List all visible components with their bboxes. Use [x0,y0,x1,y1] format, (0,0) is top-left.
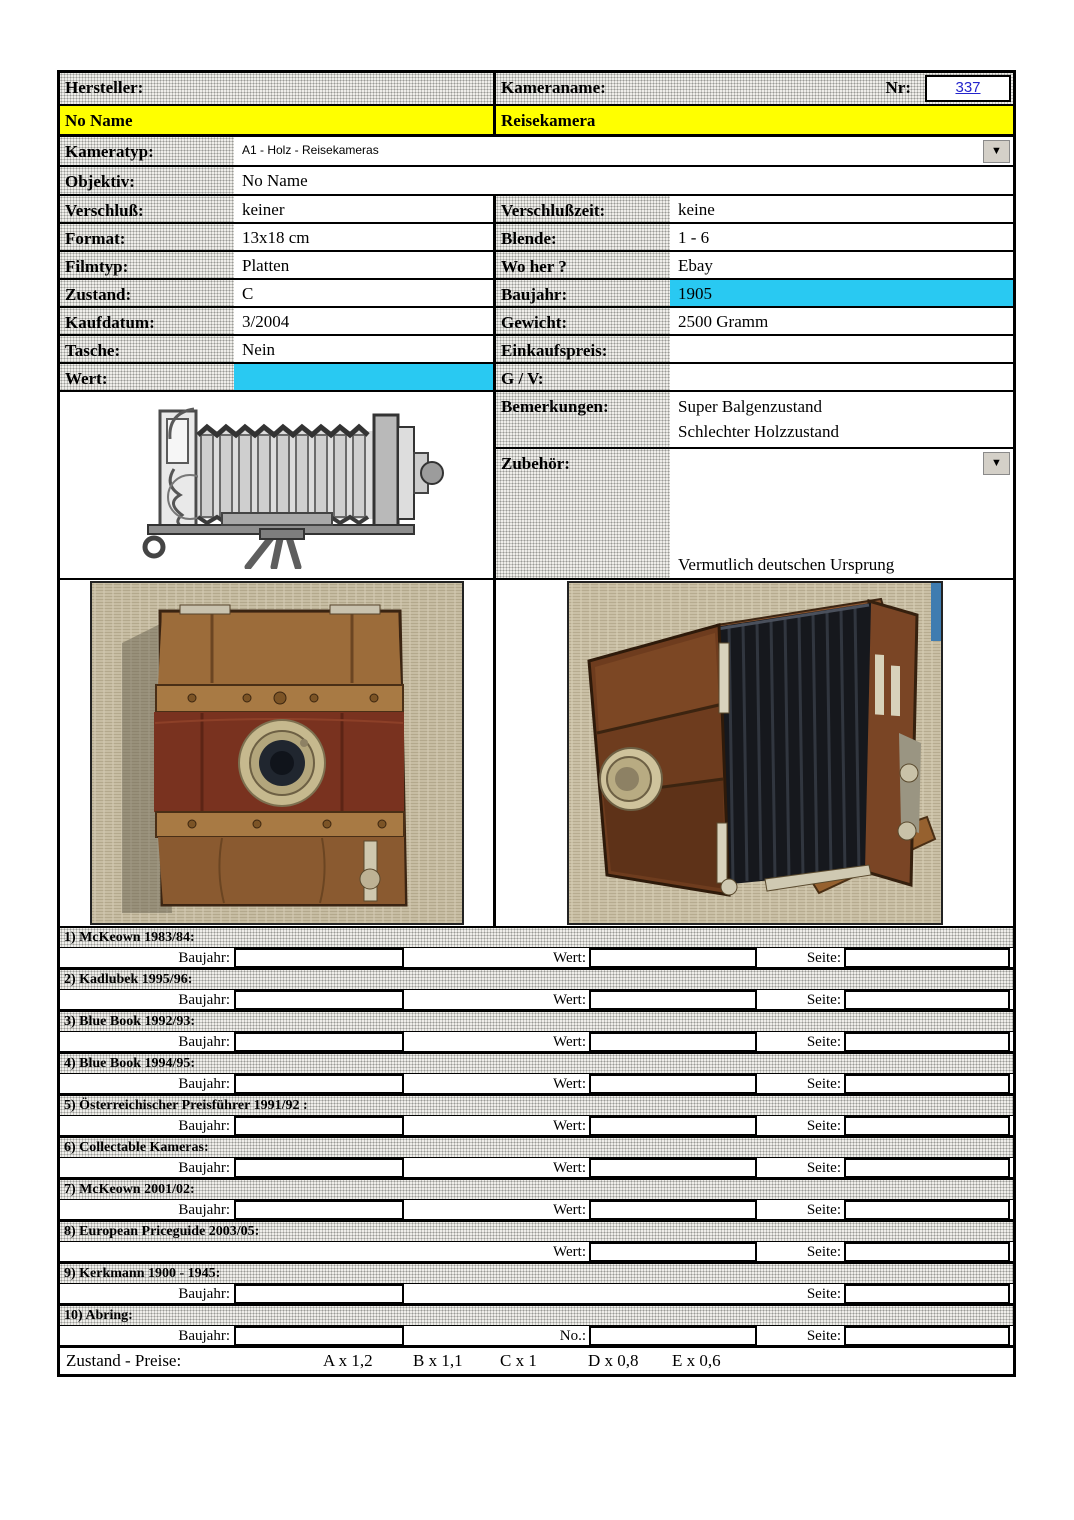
camera-side-photo [567,581,943,925]
guide-baujahr-label: Baujahr: [178,1202,230,1218]
verschluss-label: Verschluß: [65,201,144,220]
guide-entry-6 [60,1138,1013,1180]
zubehoer-label: Zubehör: [501,454,570,473]
bemerkungen-value[interactable] [670,392,1013,447]
guide-baujahr-input[interactable] [234,1032,404,1052]
guide-wert-label: Wert: [553,992,586,1008]
kameratyp-row [60,137,1013,167]
guide-entry-4 [60,1054,1013,1096]
gv-label: G / V: [501,369,544,388]
chevron-down-icon: ▼ [991,145,1002,157]
guide-wert-label: Wert: [553,1160,586,1176]
filmtyp-row [60,252,1013,280]
guide-baujahr-label: Baujahr: [178,1328,230,1344]
verschlusszeit-value[interactable]: keine [670,196,1013,222]
guide-seite-label: Seite: [806,1076,841,1092]
guide-baujahr-input[interactable] [234,1074,404,1094]
guide-entry-3 [60,1012,1013,1054]
tasche-label: Tasche: [65,341,121,360]
kameratyp-dropdown-button[interactable] [983,140,1010,163]
guide-title: 7) McKeown 2001/02: [60,1180,1013,1200]
zubehoer-value[interactable] [670,449,1013,578]
wert-value[interactable] [234,364,493,390]
guide-baujahr-input[interactable] [234,1284,404,1304]
camera-front-photo [90,581,464,925]
guide-seite-input[interactable] [844,1200,1010,1220]
guide-entry-7 [60,1180,1013,1222]
guide-seite-label: Seite: [806,1244,841,1260]
zustand-preise-label: Zustand - Preise: [66,1351,182,1370]
bemerkungen-line2: Schlechter Holzzustand [678,422,839,441]
gv-value[interactable] [670,364,1013,390]
kameratyp-dropdown[interactable]: A1 - Holz - Reisekameras [234,137,1013,165]
guide-baujahr-input[interactable] [234,990,404,1010]
guide-title: 1) McKeown 1983/84: [60,928,1013,948]
verschluss-value[interactable]: keiner [234,196,493,222]
remarks-row [60,392,1013,580]
guide-baujahr-label: Baujahr: [178,1076,230,1092]
guide-wert-label: Wert: [553,1244,586,1260]
guide-seite-input[interactable] [844,1242,1010,1262]
woher-value[interactable]: Ebay [670,252,1013,278]
guide-seite-input[interactable] [844,1074,1010,1094]
einkaufspreis-label: Einkaufspreis: [501,341,608,360]
camera-record-form [57,70,1016,1377]
guide-entry-8 [60,1222,1013,1264]
factor-a: A x 1,2 [323,1351,373,1370]
kaufdatum-label: Kaufdatum: [65,313,155,332]
guide-seite-label: Seite: [806,1160,841,1176]
baujahr-label: Baujahr: [501,285,568,304]
guide-seite-label: Seite: [806,1328,841,1344]
guide-baujahr-label: Baujahr: [178,1118,230,1134]
nr-label: Nr: [885,78,911,97]
guide-title: 2) Kadlubek 1995/96: [60,970,1013,990]
verschluss-row [60,196,1013,224]
guide-entry-1 [60,928,1013,970]
gewicht-label: Gewicht: [501,313,568,332]
verschlusszeit-label: Verschlußzeit: [501,201,606,220]
name-values-row [60,106,1013,137]
wert-row [60,364,1013,392]
kaufdatum-value[interactable]: 3/2004 [234,308,493,334]
bemerkungen-section [496,392,1013,449]
guide-title: 5) Österreichischer Preisführer 1991/92 : [60,1096,1013,1116]
guide-baujahr-input[interactable] [234,1326,404,1346]
guide-baujahr-label: Baujahr: [178,1160,230,1176]
guide-seite-input[interactable] [844,1284,1010,1304]
guide-seite-input[interactable] [844,948,1010,968]
guide-no-label: No.: [559,1328,586,1344]
gewicht-value[interactable]: 2500 Gramm [670,308,1013,334]
factor-b: B x 1,1 [413,1351,463,1370]
guide-baujahr-input[interactable] [234,1116,404,1136]
guide-title: 10) Abring: [60,1306,1013,1326]
header-row [60,73,1013,106]
kaufdatum-row [60,308,1013,336]
guide-baujahr-label: Baujahr: [178,992,230,1008]
guide-entry-10 [60,1306,1013,1348]
tasche-row [60,336,1013,364]
zustand-row [60,280,1013,308]
camera-sketch-image [60,392,493,578]
blende-label: Blende: [501,229,557,248]
guide-seite-input[interactable] [844,1032,1010,1052]
condition-price-row [60,1348,1013,1374]
hersteller-label: Hersteller: [65,78,144,97]
guide-title: 3) Blue Book 1992/93: [60,1012,1013,1032]
guide-baujahr-input[interactable] [234,1158,404,1178]
guide-seite-label: Seite: [806,992,841,1008]
factor-d: D x 0,8 [588,1351,639,1370]
bemerkungen-line1: Super Balgenzustand [678,397,822,416]
guide-title: 8) European Priceguide 2003/05: [60,1222,1013,1242]
guide-baujahr-input[interactable] [234,1200,404,1220]
guide-seite-label: Seite: [806,1286,841,1302]
guide-baujahr-label: Baujahr: [178,1034,230,1050]
record-number-link[interactable]: 337 [925,75,1011,102]
guide-title: 6) Collectable Kameras: [60,1138,1013,1158]
factor-e: E x 0,6 [672,1351,721,1370]
factor-c: C x 1 [500,1351,537,1370]
guide-entry-9 [60,1264,1013,1306]
guide-seite-input[interactable] [844,1158,1010,1178]
guide-seite-input[interactable] [844,990,1010,1010]
filmtyp-value[interactable]: Platten [234,252,493,278]
guide-entry-2 [60,970,1013,1012]
price-guide-list [60,928,1013,1348]
guide-wert-label: Wert: [553,1034,586,1050]
guide-entry-5 [60,1096,1013,1138]
guide-wert-label: Wert: [553,1118,586,1134]
kameraname-label: Kameraname: [501,78,606,97]
kameraname-value[interactable]: Reisekamera [501,111,596,130]
guide-title: 9) Kerkmann 1900 - 1945: [60,1264,1013,1284]
guide-baujahr-label: Baujahr: [178,1286,230,1302]
chevron-down-icon: ▼ [991,457,1002,469]
einkaufspreis-value[interactable] [670,336,1013,362]
bemerkungen-label: Bemerkungen: [501,397,609,416]
guide-seite-label: Seite: [806,1202,841,1218]
wert-label: Wert: [65,369,108,388]
guide-seite-label: Seite: [806,950,841,966]
zubehoer-section [496,449,1013,578]
guide-wert-label: Wert: [553,950,586,966]
guide-seite-label: Seite: [806,1118,841,1134]
guide-title: 4) Blue Book 1994/95: [60,1054,1013,1074]
objektiv-value[interactable]: No Name [234,167,1013,194]
filmtyp-label: Filmtyp: [65,257,129,276]
header-spacer [606,73,886,104]
guide-wert-label: Wert: [553,1076,586,1092]
guide-seite-input[interactable] [844,1116,1010,1136]
format-value[interactable]: 13x18 cm [234,224,493,250]
blende-value[interactable]: 1 - 6 [670,224,1013,250]
baujahr-value[interactable]: 1905 [670,280,1013,306]
woher-label: Wo her ? [501,257,567,276]
zubehoer-dropdown-button[interactable] [983,452,1010,475]
kameratyp-label: Kameratyp: [65,142,154,161]
origin-note: Vermutlich deutschen Ursprung [678,555,895,574]
objektiv-label: Objektiv: [65,172,135,191]
guide-wert-label: Wert: [553,1202,586,1218]
zustand-value[interactable]: C [234,280,493,306]
hersteller-value[interactable]: No Name [65,111,133,130]
photos-row [60,580,1013,928]
guide-baujahr-label: Baujahr: [178,950,230,966]
format-row [60,224,1013,252]
guide-seite-label: Seite: [806,1034,841,1050]
guide-baujahr-input[interactable] [234,948,404,968]
tasche-value[interactable]: Nein [234,336,493,362]
zustand-label: Zustand: [65,285,132,304]
format-label: Format: [65,229,126,248]
guide-seite-input[interactable] [844,1326,1010,1346]
objektiv-row [60,167,1013,196]
